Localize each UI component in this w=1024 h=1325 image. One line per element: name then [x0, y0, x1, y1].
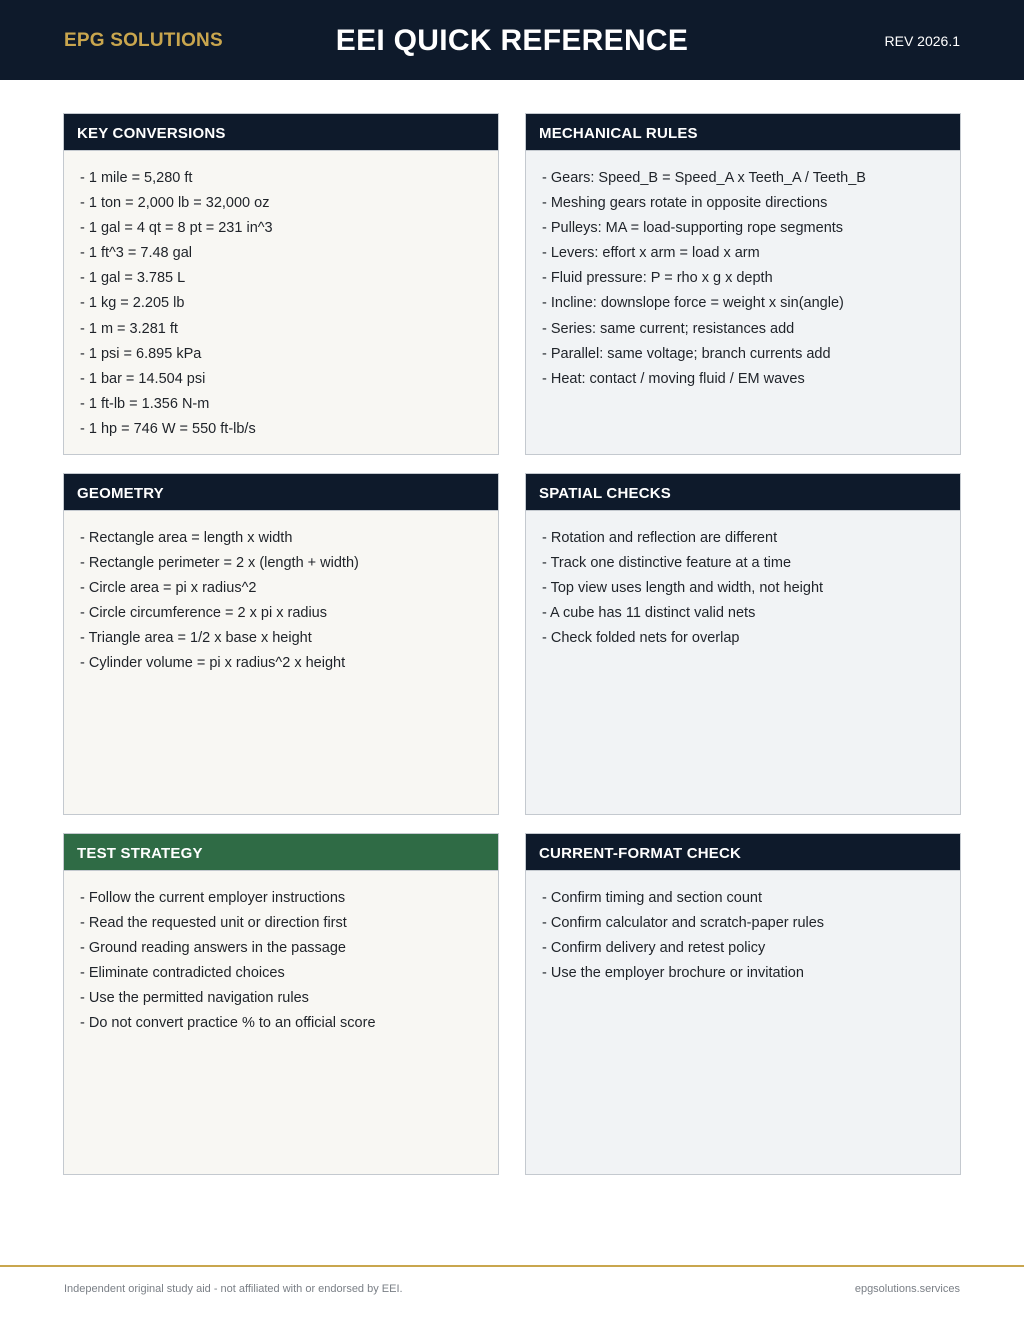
- list-item: - Parallel: same voltage; branch currents add: [542, 345, 831, 362]
- list-item: - 1 kg = 2.205 lb: [80, 295, 185, 312]
- list-item: - Rectangle perimeter = 2 x (length + width): [80, 555, 359, 572]
- page-title: EEI QUICK REFERENCE: [335, 24, 689, 57]
- list-item: - Gears: Speed_B = Speed_A x Teeth_A / Teeth_B: [542, 170, 866, 186]
- list-item: - 1 psi = 6.895 kPa: [80, 345, 202, 362]
- list-item: - Ground reading answers in the passage: [80, 940, 346, 957]
- list-item: - Confirm delivery and retest policy: [542, 940, 766, 957]
- list-item: - 1 mile = 5,280 ft: [80, 170, 193, 186]
- list-item: - 1 hp = 746 W = 550 ft-lb/s: [80, 420, 256, 437]
- list-item: - Rectangle area = length x width: [80, 530, 293, 546]
- list-item: - 1 ft^3 = 7.48 gal: [80, 245, 192, 262]
- footer-website: epgsolutions.services: [854, 1283, 960, 1295]
- revision-label: REV 2026.1: [884, 33, 960, 49]
- list-item: - Do not convert practice % to an official score: [80, 1015, 376, 1032]
- card-list: [64, 151, 498, 442]
- list-item: - Heat: contact / moving fluid / EM waves: [542, 370, 805, 387]
- list-item: - 1 bar = 14.504 psi: [80, 370, 206, 387]
- list-item: - Confirm timing and section count: [542, 890, 763, 906]
- card-list: [526, 871, 960, 986]
- list-item: - Pulleys: MA = load-supporting rope segments: [542, 220, 844, 237]
- list-item: - Triangle area = 1/2 x base x height: [80, 630, 312, 647]
- card-title: TEST STRATEGY: [64, 834, 498, 871]
- footer-disclaimer: Independent original study aid - not affiliated with or endorsed by EEI.: [64, 1283, 403, 1295]
- card-list: [526, 151, 960, 392]
- card-spatial-checks: [525, 473, 961, 815]
- list-item: - Track one distinctive feature at a time: [542, 555, 792, 572]
- list-item: - Confirm calculator and scratch-paper rules: [542, 915, 825, 932]
- list-item: - Circle area = pi x radius^2: [80, 580, 257, 597]
- list-item: - Circle circumference = 2 x pi x radius: [80, 605, 327, 622]
- card-title: CURRENT-FORMAT CHECK: [526, 834, 960, 871]
- header-bar: [0, 0, 1024, 80]
- card-list: [64, 871, 498, 1037]
- list-item: - Incline: downslope force = weight x sin(angle): [542, 295, 844, 312]
- card-current-format-check: [525, 833, 961, 1175]
- list-item: - A cube has 11 distinct valid nets: [542, 605, 756, 622]
- card-mechanical-rules: [525, 113, 961, 455]
- list-item: - Fluid pressure: P = rho x g x depth: [542, 270, 773, 287]
- card-title: KEY CONVERSIONS: [64, 114, 498, 151]
- list-item: - 1 m = 3.281 ft: [80, 320, 178, 337]
- list-item: - Series: same current; resistances add: [542, 320, 795, 337]
- list-item: - Top view uses length and width, not height: [542, 580, 824, 597]
- list-item: - Check folded nets for overlap: [542, 630, 740, 647]
- list-item: - Use the permitted navigation rules: [80, 990, 309, 1007]
- list-item: - Levers: effort x arm = load x arm: [542, 245, 760, 262]
- list-item: - Read the requested unit or direction first: [80, 915, 347, 932]
- card-title: MECHANICAL RULES: [526, 114, 960, 151]
- brand-name: EPG SOLUTIONS: [64, 30, 223, 51]
- card-geometry: [63, 473, 499, 815]
- list-item: - 1 ft-lb = 1.356 N-m: [80, 395, 210, 412]
- list-item: - Follow the current employer instructions: [80, 890, 346, 906]
- list-item: - Use the employer brochure or invitation: [542, 965, 804, 982]
- card-list: [64, 511, 498, 677]
- list-item: - Cylinder volume = pi x radius^2 x height: [80, 655, 346, 672]
- footer-divider: [0, 1265, 1024, 1267]
- list-item: - Eliminate contradicted choices: [80, 965, 285, 982]
- list-item: - Meshing gears rotate in opposite directions: [542, 195, 828, 212]
- list-item: - 1 gal = 3.785 L: [80, 270, 186, 287]
- card-list: [526, 511, 960, 651]
- list-item: - 1 ton = 2,000 lb = 32,000 oz: [80, 195, 270, 212]
- card-title: SPATIAL CHECKS: [526, 474, 960, 511]
- card-test-strategy: [63, 833, 499, 1175]
- card-title: GEOMETRY: [64, 474, 498, 511]
- list-item: - Rotation and reflection are different: [542, 530, 778, 546]
- list-item: - 1 gal = 4 qt = 8 pt = 231 in^3: [80, 220, 273, 237]
- card-key-conversions: [63, 113, 499, 455]
